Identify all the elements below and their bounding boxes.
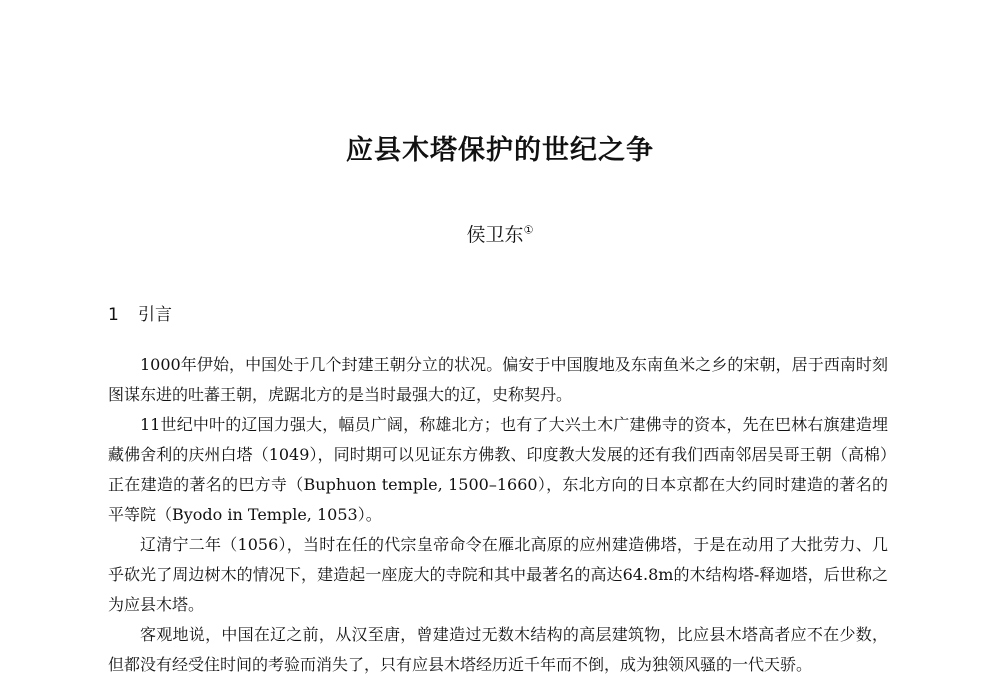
body-text — [108, 350, 888, 680]
paragraph: 1000年伊始，中国处于几个封建王朝分立的状况。偏安于中国腹地及东南鱼米之乡的宋朝，居于西南时刻图谋东进的吐蕃王朝，虎踞北方的是当时最强大的辽，史称契丹。 — [108, 355, 888, 404]
section-number: 1 — [108, 305, 119, 325]
page-title: 应县木塔保护的世纪之争 — [346, 135, 654, 166]
paragraph: 辽清宁二年（1056），当时在任的代宗皇帝命令在雁北高原的应州建造佛塔，于是在动用了大批劳力、几乎砍光了周边树木的情况下，建造起一座庞大的寺院和其中最著名的高达64.8m的木结构塔-释迦塔，后世称之为应县木塔。 — [108, 535, 888, 614]
paragraph: 客观地说，中国在辽之前，从汉至唐，曾建造过无数木结构的高层建筑物，比应县木塔高者应不在少数，但都没有经受住时间的考验而消失了，只有应县木塔经历近千年而不倒，成为独领风骚的一代天骄。 — [108, 625, 888, 674]
author-name: 侯卫东 — [466, 224, 524, 246]
section-heading — [108, 300, 172, 325]
paragraph: 11世纪中叶的辽国力强大，幅员广阔，称雄北方；也有了大兴土木广建佛寺的资本，先在巴林右旗建造埋藏佛舍利的庆州白塔（1049），同时期可以见证东方佛教、印度教大发展的还有我们西南邻居吴哥王朝（高棉）正在建造的著名的巴方寺（Buphuon temple, 1500–1660），东北方向的日本京都在大约同时建造的著名的平等院（Byodo in Temple, 1053）。 — [108, 415, 888, 524]
section-title: 引言 — [138, 305, 172, 325]
author-footnote-mark: ① — [523, 223, 534, 237]
author-line — [0, 220, 1000, 247]
